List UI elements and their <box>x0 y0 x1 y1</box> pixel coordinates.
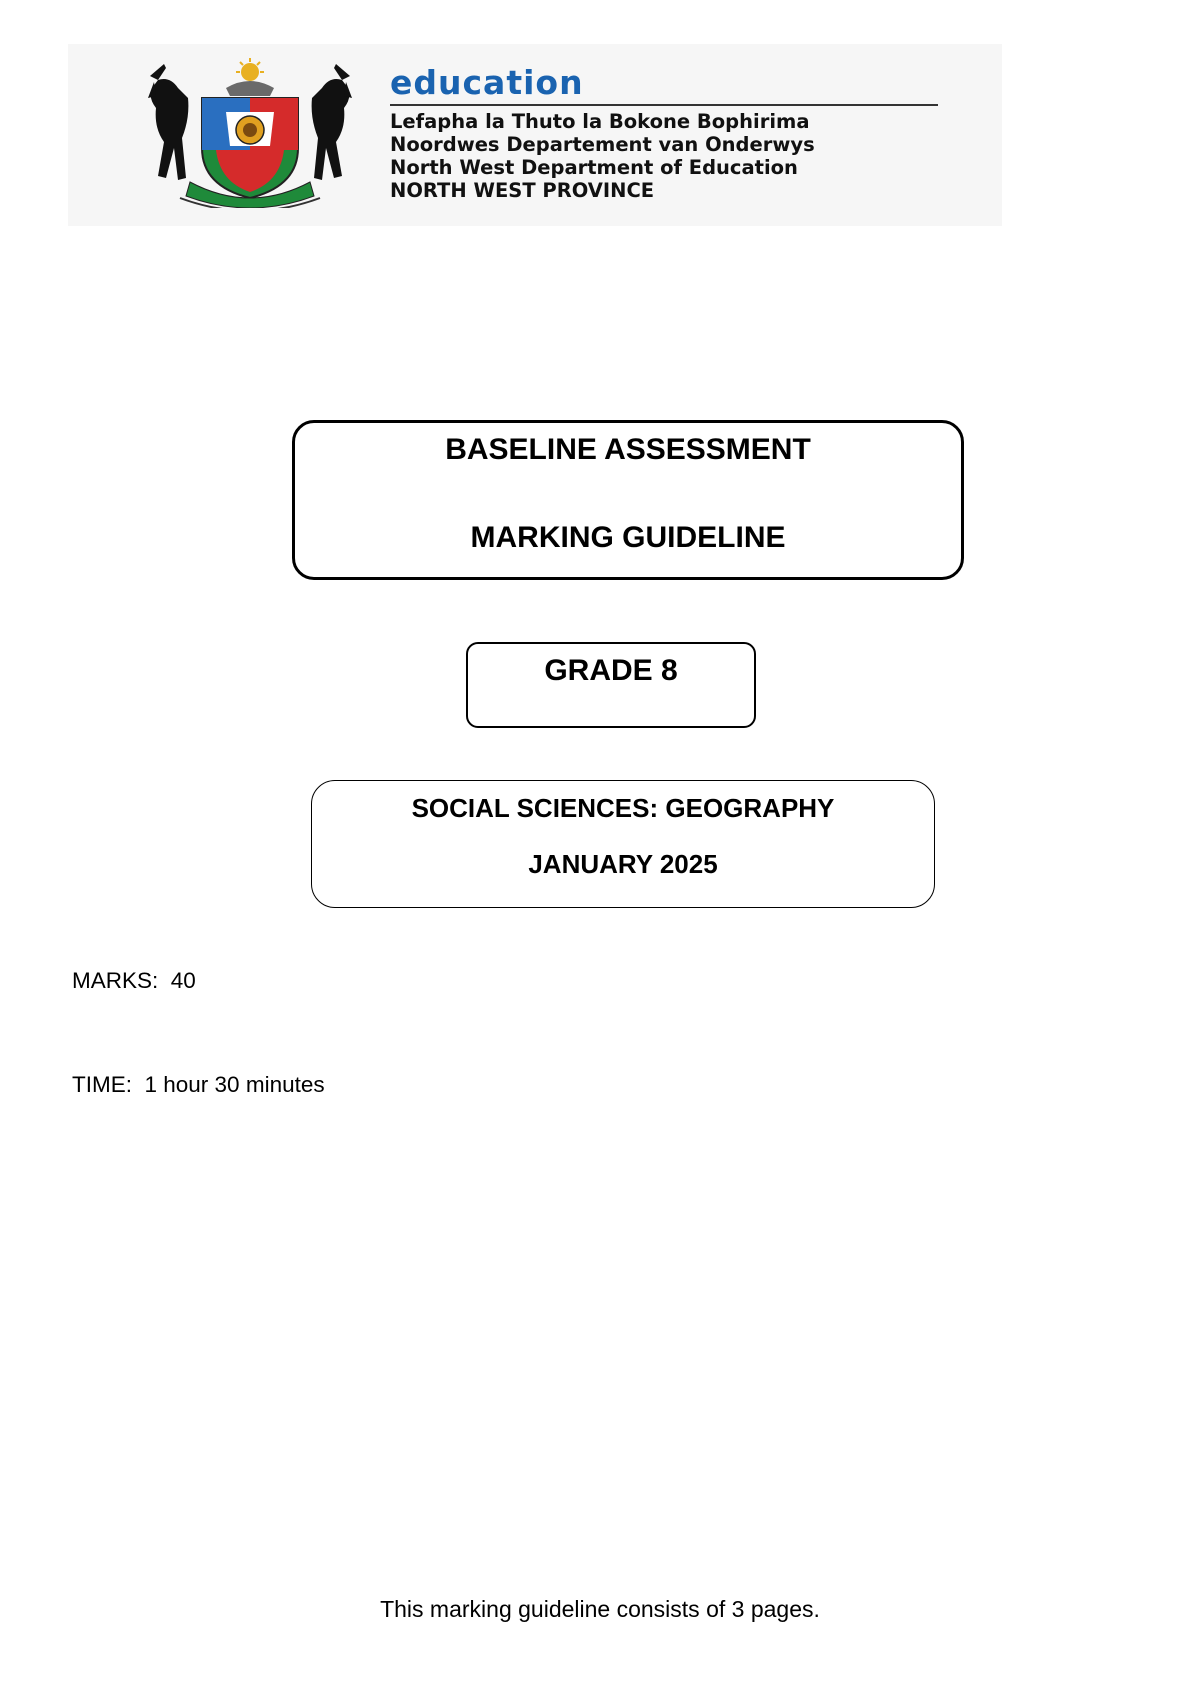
document-type: MARKING GUIDELINE <box>470 521 786 554</box>
coat-of-arms-icon <box>130 58 370 208</box>
subject-box <box>311 780 935 908</box>
assessment-title-box <box>292 420 964 580</box>
grade-label: GRADE 8 <box>544 654 678 687</box>
page-count-note: This marking guideline consists of 3 pages. <box>380 1596 820 1622</box>
subject-label: SOCIAL SCIENCES: GEOGRAPHY <box>411 793 835 823</box>
exam-date: JANUARY 2025 <box>528 849 718 879</box>
time-info: TIME: 1 hour 30 minutes <box>72 1072 325 1097</box>
department-name-setswana: Lefapha la Thuto la Bokone Bophirima <box>390 110 810 133</box>
province-name: NORTH WEST PROVINCE <box>390 179 655 202</box>
logo-wordmark: education <box>390 63 584 102</box>
grade-box <box>466 642 756 728</box>
logo-divider <box>390 104 938 106</box>
department-name-afrikaans: Noordwes Departement van Onderwys <box>390 133 815 156</box>
department-name-english: North West Department of Education <box>390 156 798 179</box>
department-logo-text <box>390 64 938 202</box>
assessment-title: BASELINE ASSESSMENT <box>445 433 811 466</box>
marks-info: MARKS: 40 <box>72 968 196 993</box>
